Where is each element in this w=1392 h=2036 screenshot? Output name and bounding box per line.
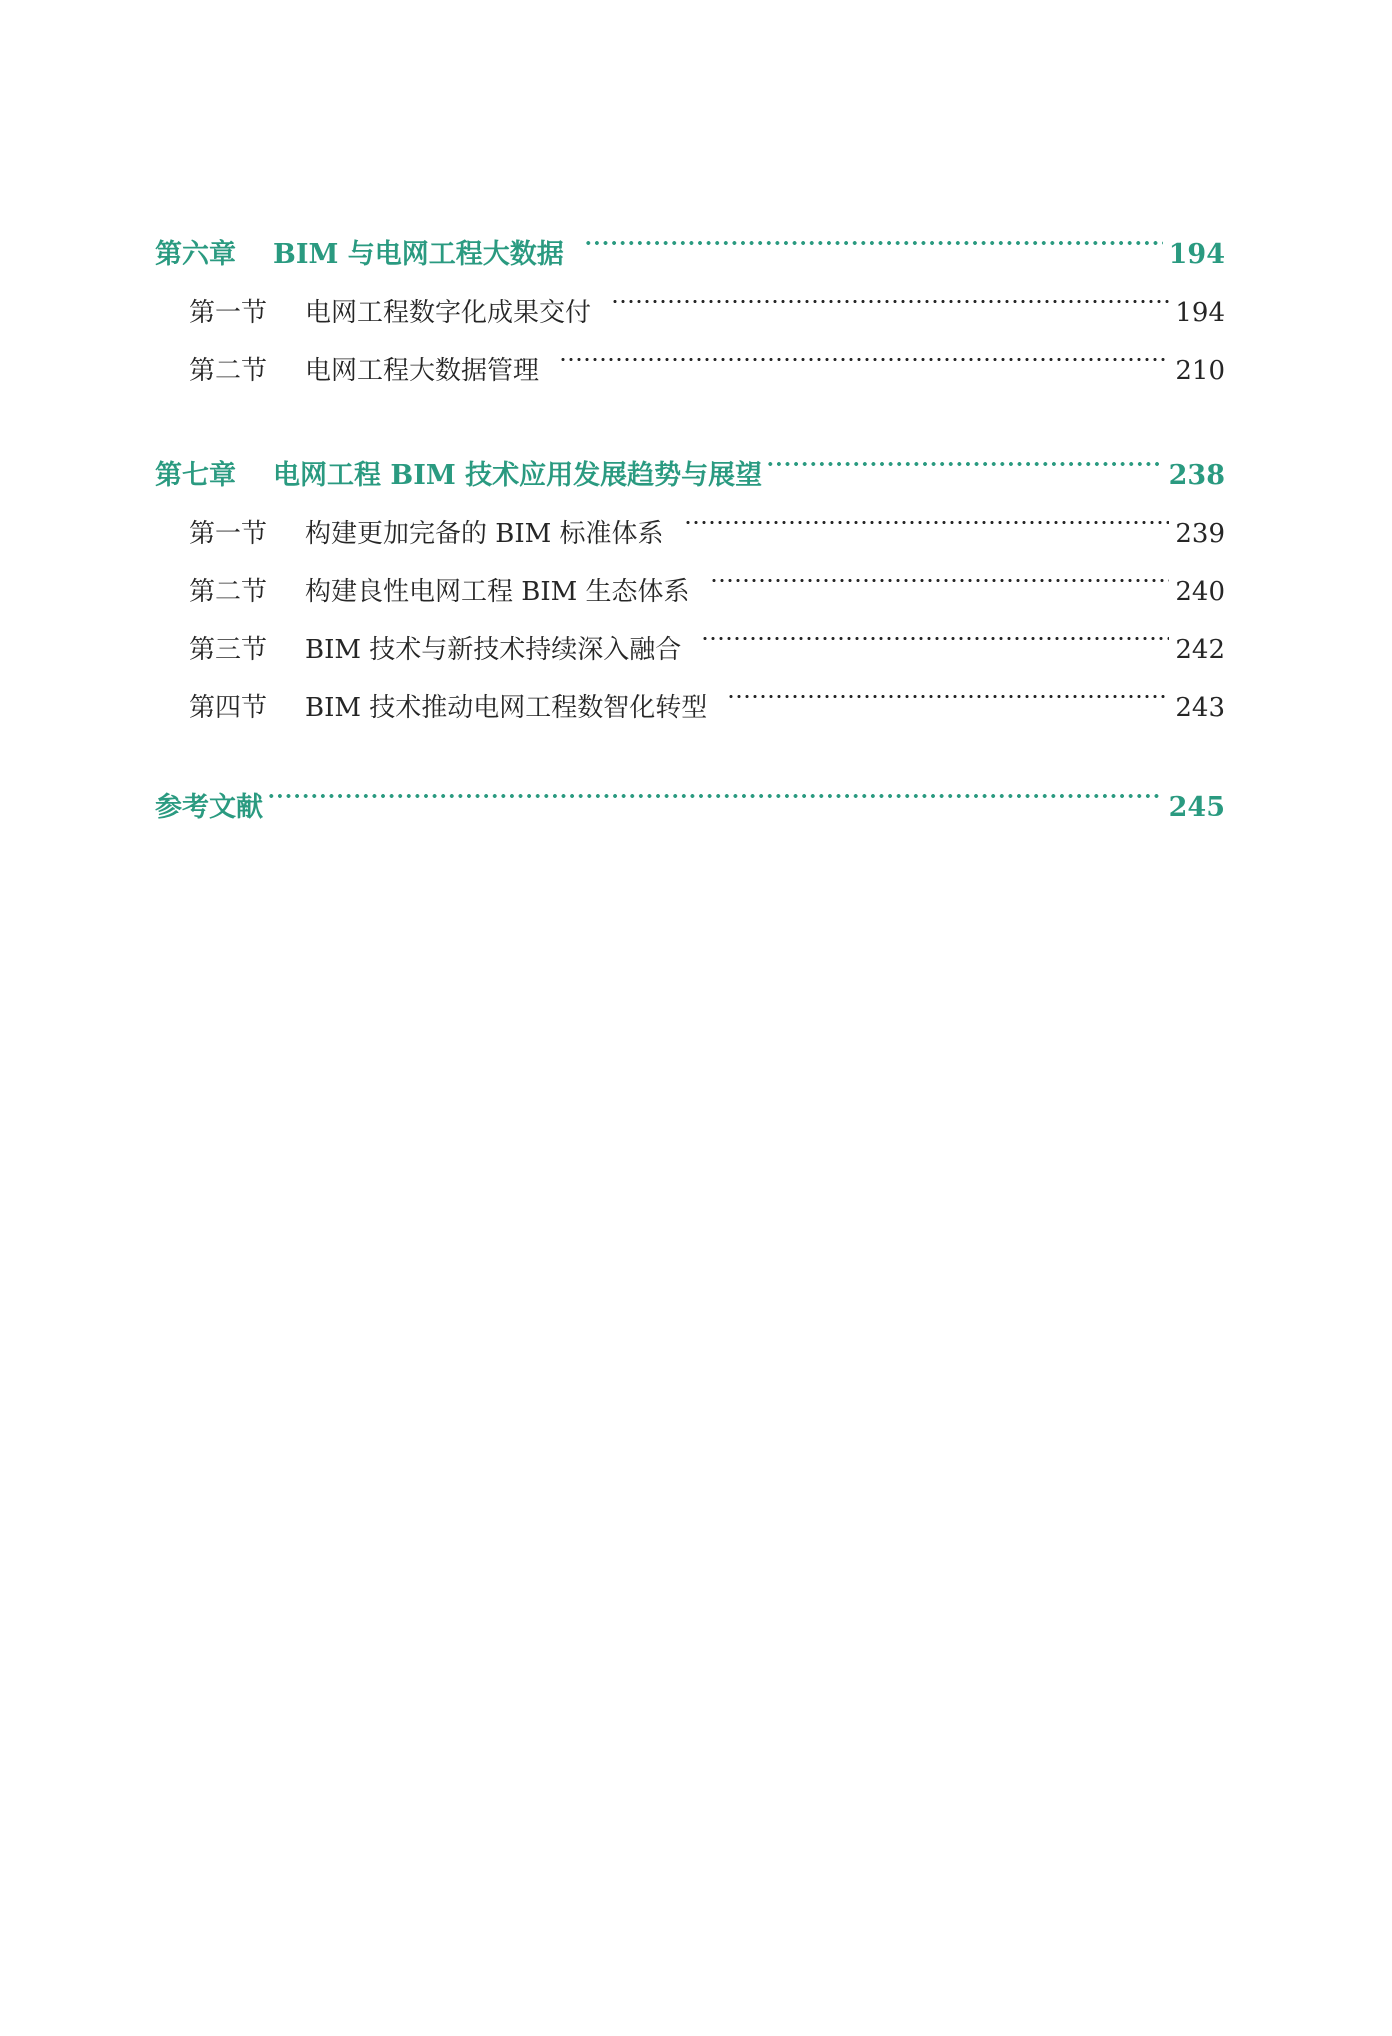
dot-leader: [684, 484, 1170, 542]
section-title: [189, 505, 664, 563]
section-name: 电网工程数字化成果交付: [305, 298, 592, 328]
dot-leader: [766, 426, 1162, 484]
page-number: 194: [1168, 239, 1225, 270]
dot-leader: [267, 758, 1163, 816]
chapter-title: [155, 447, 762, 505]
page-number: 243: [1175, 693, 1225, 723]
section-title: [189, 563, 690, 621]
dot-leader: [611, 263, 1169, 321]
dot-leader: [584, 205, 1163, 263]
section-number: 第三节: [189, 635, 268, 665]
chapter-name: 电网工程 BIM 技术应用发展趋势与展望: [273, 460, 763, 491]
dot-leader: [701, 600, 1169, 658]
references-title: 参考文献: [155, 792, 263, 823]
toc-references[interactable]: [155, 758, 1225, 823]
chapter-number: 第七章: [155, 460, 236, 491]
dot-leader: [727, 658, 1169, 716]
page-number: 239: [1175, 519, 1225, 549]
page-number: 245: [1168, 792, 1225, 823]
section-title: [189, 284, 591, 342]
section-name: 电网工程大数据管理: [305, 356, 540, 386]
chapter-name: BIM 与电网工程大数据: [273, 239, 564, 270]
toc-chapter-7[interactable]: [155, 426, 1225, 491]
dot-leader: [710, 542, 1170, 600]
table-of-contents: [155, 205, 1225, 823]
page-number: 194: [1175, 298, 1225, 328]
section-name: 构建更加完备的 BIM 标准体系: [305, 519, 664, 549]
section-number: 第二节: [189, 356, 268, 386]
dot-leader: [559, 321, 1169, 379]
section-title: [189, 342, 539, 400]
page-number: 210: [1175, 356, 1225, 386]
toc-chapter-6[interactable]: [155, 205, 1225, 270]
page-number: 238: [1168, 460, 1225, 491]
section-title: [189, 679, 707, 737]
section-number: 第一节: [189, 519, 268, 549]
section-title: [189, 621, 681, 679]
section-name: BIM 技术推动电网工程数智化转型: [305, 693, 708, 723]
section-name: 构建良性电网工程 BIM 生态体系: [305, 577, 690, 607]
section-number: 第一节: [189, 298, 268, 328]
chapter-number: 第六章: [155, 239, 236, 270]
section-number: 第二节: [189, 577, 268, 607]
page-number: 240: [1175, 577, 1225, 607]
section-number: 第四节: [189, 693, 268, 723]
chapter-title: [155, 226, 564, 284]
page-number: 242: [1175, 635, 1225, 665]
section-name: BIM 技术与新技术持续深入融合: [305, 635, 682, 665]
